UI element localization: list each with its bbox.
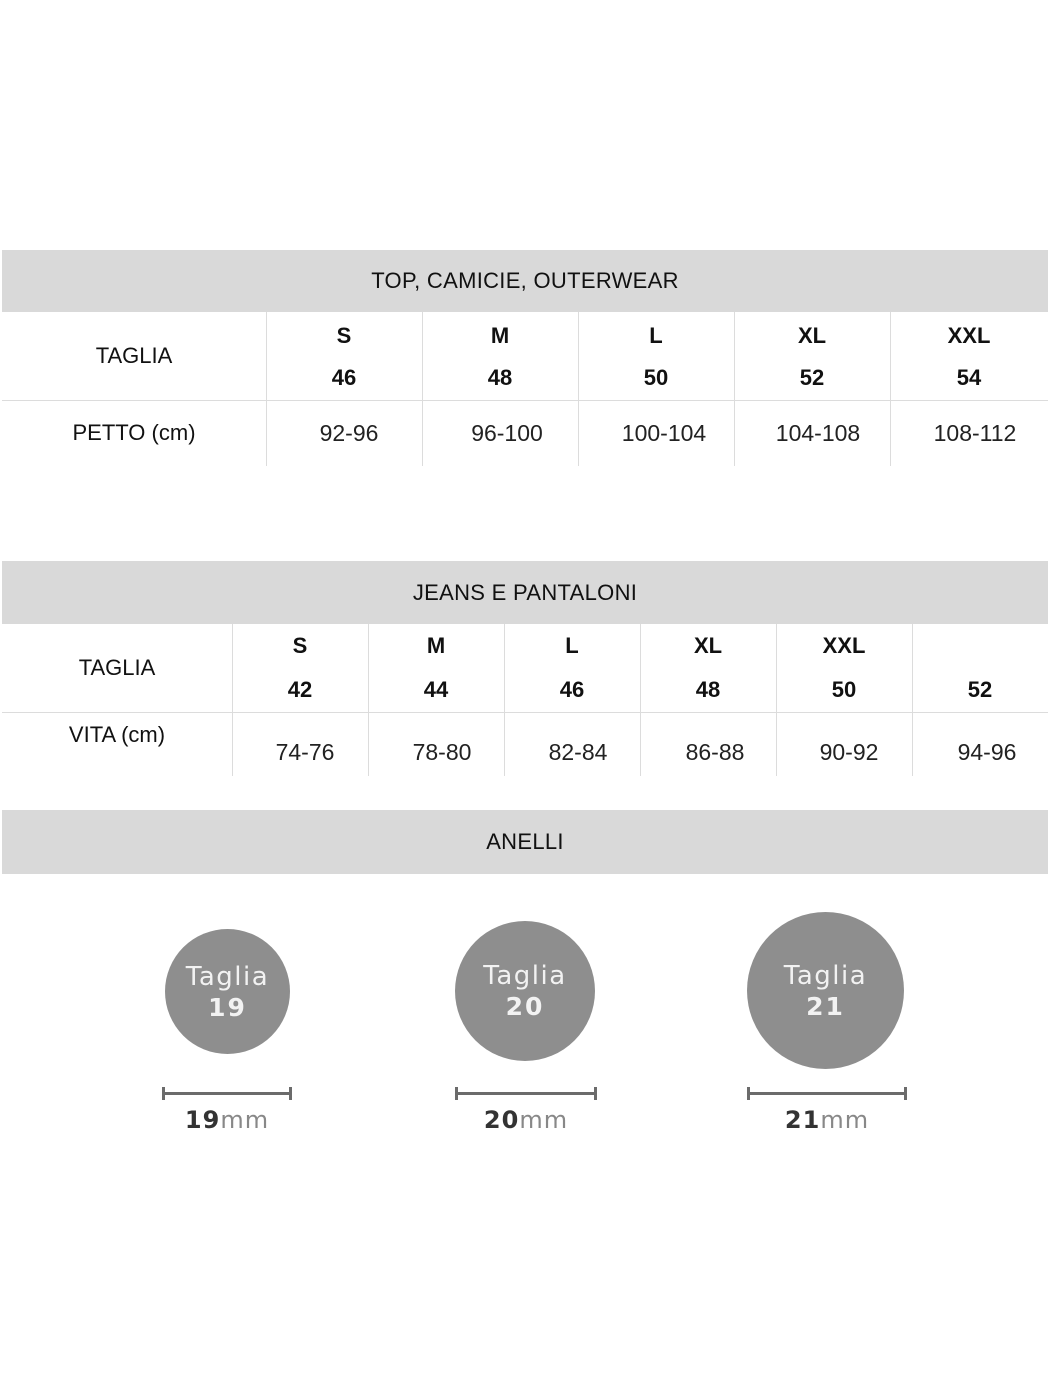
- column-divider: [776, 624, 777, 776]
- top-petto-value: 104-108: [775, 419, 861, 446]
- top-petto-value: 92-96: [319, 419, 379, 446]
- ring-size-20-circle: [455, 921, 595, 1061]
- jeans-number-50: 50: [831, 677, 857, 702]
- mm-unit: mm: [519, 1106, 569, 1134]
- jeans-number-42: 42: [287, 677, 313, 702]
- ring-label: Taglia: [483, 961, 567, 991]
- jeans-vita-value: 90-92: [819, 738, 879, 765]
- column-divider: [640, 624, 641, 776]
- top-number-54: 54: [956, 365, 982, 390]
- jeans-vita-label: VITA (cm): [68, 722, 166, 747]
- top-table-title-text: TOP, CAMICIE, OUTERWEAR: [371, 268, 679, 293]
- top-size-l: L: [649, 323, 663, 348]
- ring-19-mm-label: [152, 1106, 302, 1134]
- top-petto-value: 108-112: [933, 419, 1017, 446]
- jeans-taglia-label: TAGLIA: [78, 655, 156, 680]
- top-number-46: 46: [331, 365, 357, 390]
- top-size-table: [2, 312, 1048, 466]
- jeans-number-48: 48: [695, 677, 721, 702]
- mm-value: 19: [184, 1106, 221, 1134]
- rings-title-text: ANELLI: [486, 829, 564, 854]
- jeans-table-title-text: JEANS E PANTALONI: [412, 579, 638, 605]
- column-divider: [890, 312, 891, 466]
- mm-unit: mm: [820, 1106, 870, 1134]
- top-table-title: [2, 250, 1048, 312]
- jeans-size-l: L: [565, 633, 579, 658]
- top-taglia-label: TAGLIA: [95, 343, 173, 368]
- top-petto-value: 96-100: [471, 419, 543, 446]
- jeans-vita-value: 74-76: [275, 738, 335, 765]
- top-size-s: S: [336, 323, 352, 348]
- top-number-52: 52: [799, 365, 825, 390]
- column-divider: [578, 312, 579, 466]
- jeans-size-m: M: [426, 633, 446, 658]
- ruler-20mm: [455, 1092, 597, 1095]
- column-divider: [504, 624, 505, 776]
- rings-title: [2, 810, 1048, 874]
- top-number-48: 48: [487, 365, 513, 390]
- top-petto-value: 100-104: [621, 419, 707, 446]
- jeans-number-46: 46: [559, 677, 585, 702]
- jeans-vita-value: 86-88: [685, 738, 745, 765]
- jeans-vita-value: 82-84: [548, 738, 608, 765]
- row-divider: [2, 712, 1048, 713]
- ring-21-mm-label: [752, 1106, 902, 1134]
- jeans-vita-value: 78-80: [412, 738, 472, 765]
- ring-size-number: 21: [806, 991, 845, 1021]
- top-size-m: M: [490, 323, 510, 348]
- ring-20-mm-label: [451, 1106, 601, 1134]
- jeans-size-s: S: [292, 633, 308, 658]
- ring-size-number: 20: [505, 992, 545, 1021]
- jeans-size-xxl: XXL: [822, 633, 866, 658]
- ring-label: Taglia: [185, 961, 270, 992]
- jeans-size-extra: [912, 626, 1048, 666]
- column-divider: [912, 624, 913, 776]
- top-petto-label: PETTO (cm): [72, 420, 196, 445]
- column-divider: [422, 312, 423, 466]
- ruler-19mm: [162, 1092, 292, 1095]
- ring-size-number: 19: [208, 992, 247, 1022]
- ruler-21mm: [747, 1092, 907, 1095]
- top-number-50: 50: [643, 365, 669, 390]
- row-divider: [2, 400, 1048, 401]
- jeans-table-title: [2, 561, 1048, 624]
- top-size-xl: XL: [797, 323, 827, 348]
- jeans-vita-value: 94-96: [957, 738, 1017, 765]
- jeans-size-table: [2, 624, 1048, 776]
- ring-size-19-circle: [165, 929, 290, 1054]
- jeans-number-52: 52: [967, 677, 993, 702]
- mm-value: 20: [483, 1106, 520, 1134]
- ring-label: Taglia: [783, 960, 868, 991]
- top-size-xxl: XXL: [947, 323, 991, 348]
- jeans-size-xl: XL: [693, 633, 723, 658]
- mm-value: 21: [784, 1106, 821, 1134]
- jeans-number-44: 44: [423, 677, 449, 702]
- column-divider: [368, 624, 369, 776]
- mm-unit: mm: [220, 1106, 270, 1134]
- ring-size-21-circle: [747, 912, 904, 1069]
- column-divider: [734, 312, 735, 466]
- column-divider: [266, 312, 267, 466]
- column-divider: [232, 624, 233, 776]
